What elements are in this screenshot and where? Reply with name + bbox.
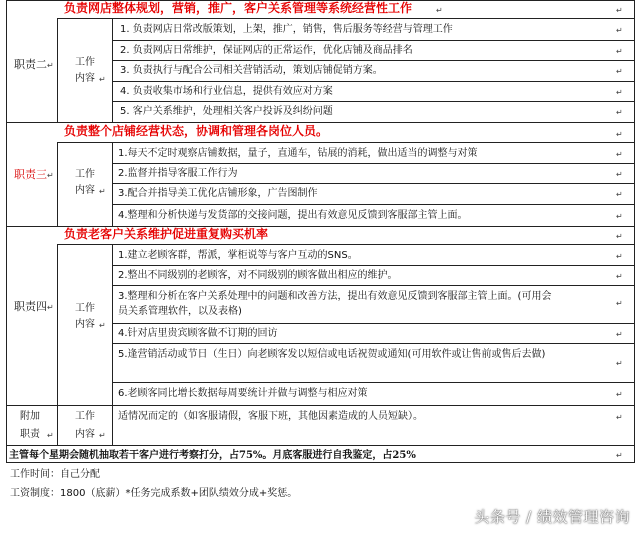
- salary-system: 工资制度：1800（底薪）*任务完成系数+团队绩效分成+奖惩。: [10, 488, 298, 499]
- content-label-line1: 工作: [75, 169, 95, 180]
- extra-label-line2: 职责: [20, 429, 40, 440]
- list-item: 5. 客户关系维护，处理相关客户投诉及纠纷问题: [120, 106, 333, 117]
- section-label: 职责四: [14, 300, 47, 313]
- content-label-line2: 内容: [75, 185, 95, 196]
- list-item: 2.整出不同级别的老顾客，对不同级别的顾客做出相应的维护。: [118, 270, 398, 281]
- list-item: 2.监督并指导客服工作行为: [118, 168, 238, 179]
- list-item: 4.针对店里贵宾顾客做不订期的回访: [118, 328, 278, 339]
- list-item: 3. 负责执行与配合公司相关营销活动，策划店铺促销方案。: [120, 65, 383, 76]
- list-item: 4. 负责收集市场和行业信息，提供有效应对方案: [120, 86, 333, 97]
- list-item: 3.整理和分析在客户关系处理中的问题和改善方法，提出有效意见反馈到客服部主管上面。(可用会员关系管理软件，以及表格): [118, 291, 552, 317]
- list-item: 4.整理和分析快递与发货部的交接问题，提出有效意见反馈到客服部主管上面。: [118, 210, 468, 221]
- content-label-line1: 工作: [75, 57, 95, 68]
- section-label: 职责二: [14, 58, 47, 71]
- content-label-line2: 内容: [75, 73, 95, 84]
- watermark: 头条号 / 绩效管理咨询: [474, 508, 630, 526]
- list-item: 1. 负责网店日常改版策划，上架，推广，销售，售后服务等经营与管理工作: [120, 24, 453, 35]
- section-heading: 负责整个店铺经营状态，协调和管理各岗位人员。: [64, 124, 329, 138]
- section-heading: 负责老客户关系维护促进重复购买机率: [64, 227, 269, 241]
- assessment-text: 主管每个星期会随机抽取若干客户进行考察打分，占75%。月底客服进行自我鉴定，占25%: [9, 450, 416, 461]
- list-item: 2. 负责网店日常维护，保证网店的正常运作，优化店铺及商品排名: [120, 45, 413, 56]
- section-heading: 负责网店整体规划，营销，推广，客户关系管理等系统经营性工作: [64, 1, 413, 15]
- list-item: 3.配合并指导美工优化店铺形象，广告图制作: [118, 188, 318, 199]
- extra-text: 适情况而定的（如客服请假，客服下班，其他因素造成的人员短缺）。: [118, 411, 423, 422]
- work-time: 工作时间：自己分配: [10, 469, 100, 480]
- list-item: 1.每天不定时观察店铺数据，量子，直通车，钻展的消耗，做出适当的调整与对策: [118, 148, 478, 159]
- content-label-line1: 工作: [75, 303, 95, 314]
- content-label-line2: 内容: [75, 319, 95, 330]
- list-item: 6.老顾客同比增长数据每周要统计并做与调整与相应对策: [118, 388, 368, 399]
- extra-label-line1: 附加: [20, 411, 40, 422]
- content-label-line2: 内容: [75, 429, 95, 440]
- content-label-line1: 工作: [75, 411, 95, 422]
- list-item: 5.逢营销活动或节日（生日）向老顾客发以短信或电话祝贺或通知(可用软件或让售前或售后去做): [118, 349, 546, 360]
- section-label: 职责三: [14, 168, 47, 181]
- list-item: 1.建立老顾客群，帮派，掌柜说等与客户互动的SNS。: [118, 250, 358, 261]
